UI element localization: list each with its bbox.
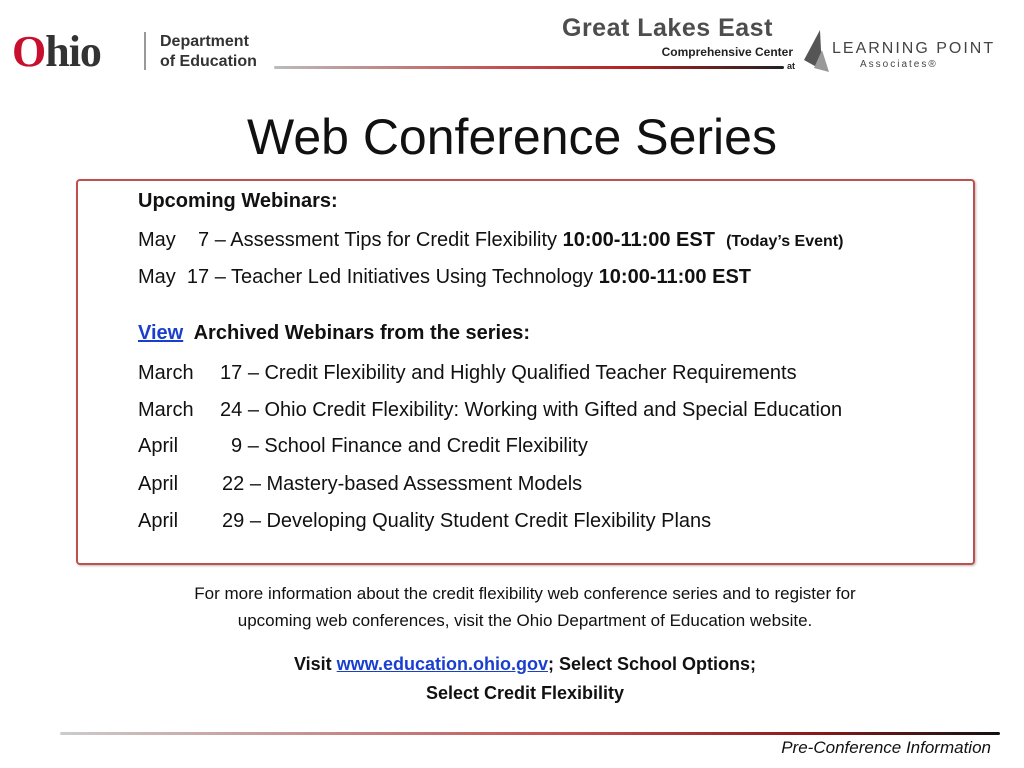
learning-point-mark-icon [802, 30, 830, 74]
archived-item [138, 473, 582, 496]
info-text [60, 580, 990, 634]
upcoming-heading: Upcoming Webinars: [138, 190, 338, 212]
archived-month: April [138, 435, 179, 457]
visit-prefix: Visit [293, 654, 332, 674]
archived-item [138, 435, 588, 458]
archived-topic: – Ohio Credit Flexibility: Working with Gifted and Special Education [247, 399, 843, 421]
todays-event-note: (Today’s Event) [726, 233, 844, 250]
visit-line2: Select Credit Flexibility [425, 683, 625, 703]
archived-month: March [138, 362, 194, 384]
learning-point-associates: Associates® [860, 59, 938, 70]
upcoming-topic: – Assessment Tips for Credit Flexibility [214, 229, 558, 251]
upcoming-time: 10:00-11:00 EST [598, 266, 752, 288]
ohio-wordmark-rest: hio [45, 27, 101, 76]
visit-suffix: ; Select School Options; [548, 654, 757, 674]
archived-day: 29 [222, 510, 245, 532]
upcoming-month: May [138, 266, 176, 288]
gle-subtitle: Comprehensive Center [661, 45, 793, 59]
upcoming-topic: – Teacher Led Initiatives Using Technology [214, 266, 594, 288]
archived-heading: Archived Webinars from the series: [193, 322, 530, 344]
archived-item [138, 510, 711, 533]
page-title: Web Conference Series [247, 109, 777, 165]
ohio-wordmark: Ohio [12, 27, 101, 76]
archived-day: 24 [220, 399, 243, 421]
archived-day: 9 [231, 435, 243, 457]
upcoming-day: 17 [186, 266, 210, 288]
archived-day: 22 [222, 473, 245, 495]
upcoming-time: 10:00-11:00 EST [562, 229, 715, 251]
gle-at: at [787, 61, 796, 71]
upcoming-item [138, 266, 751, 289]
archived-item [138, 399, 842, 422]
archived-topic: – Credit Flexibility and Highly Qualified Teacher Requirements [247, 362, 797, 384]
archived-month: April [138, 473, 179, 495]
ohio-dept-line2: of Education [160, 53, 257, 70]
archived-month: March [138, 399, 194, 421]
learning-point-name: LEARNING POINT [832, 40, 996, 57]
gle-title: Great Lakes East [562, 14, 773, 42]
archived-topic: – Mastery-based Assessment Models [249, 473, 583, 495]
archived-day: 17 [220, 362, 243, 384]
archived-topic: – School Finance and Credit Flexibility [247, 435, 588, 457]
visit-line1 [60, 650, 990, 679]
info-line2: upcoming web conferences, visit the Ohio Department of Education website. [237, 611, 813, 630]
education-website-link[interactable]: www.education.ohio.gov [336, 654, 548, 674]
archived-month: April [138, 510, 179, 532]
ohio-dept-name [160, 32, 257, 72]
visit-instructions [60, 650, 990, 708]
info-line1: For more information about the credit flexibility web conference series and to register for [194, 584, 856, 603]
upcoming-item [138, 229, 843, 252]
archived-topic: – Developing Quality Student Credit Flexibility Plans [249, 510, 712, 532]
footer-rule [60, 732, 1000, 735]
header-rule [274, 66, 784, 69]
upcoming-day: 7 [198, 229, 210, 251]
upcoming-month: May [138, 229, 176, 251]
footer-label: Pre-Conference Information [781, 738, 991, 757]
ohio-dept-line1: Department [160, 33, 249, 50]
archived-item [138, 362, 797, 385]
ohio-department-logo [12, 26, 257, 74]
logo-divider [144, 32, 146, 70]
archived-heading-line [138, 322, 530, 345]
view-archived-link[interactable]: View [138, 322, 184, 344]
